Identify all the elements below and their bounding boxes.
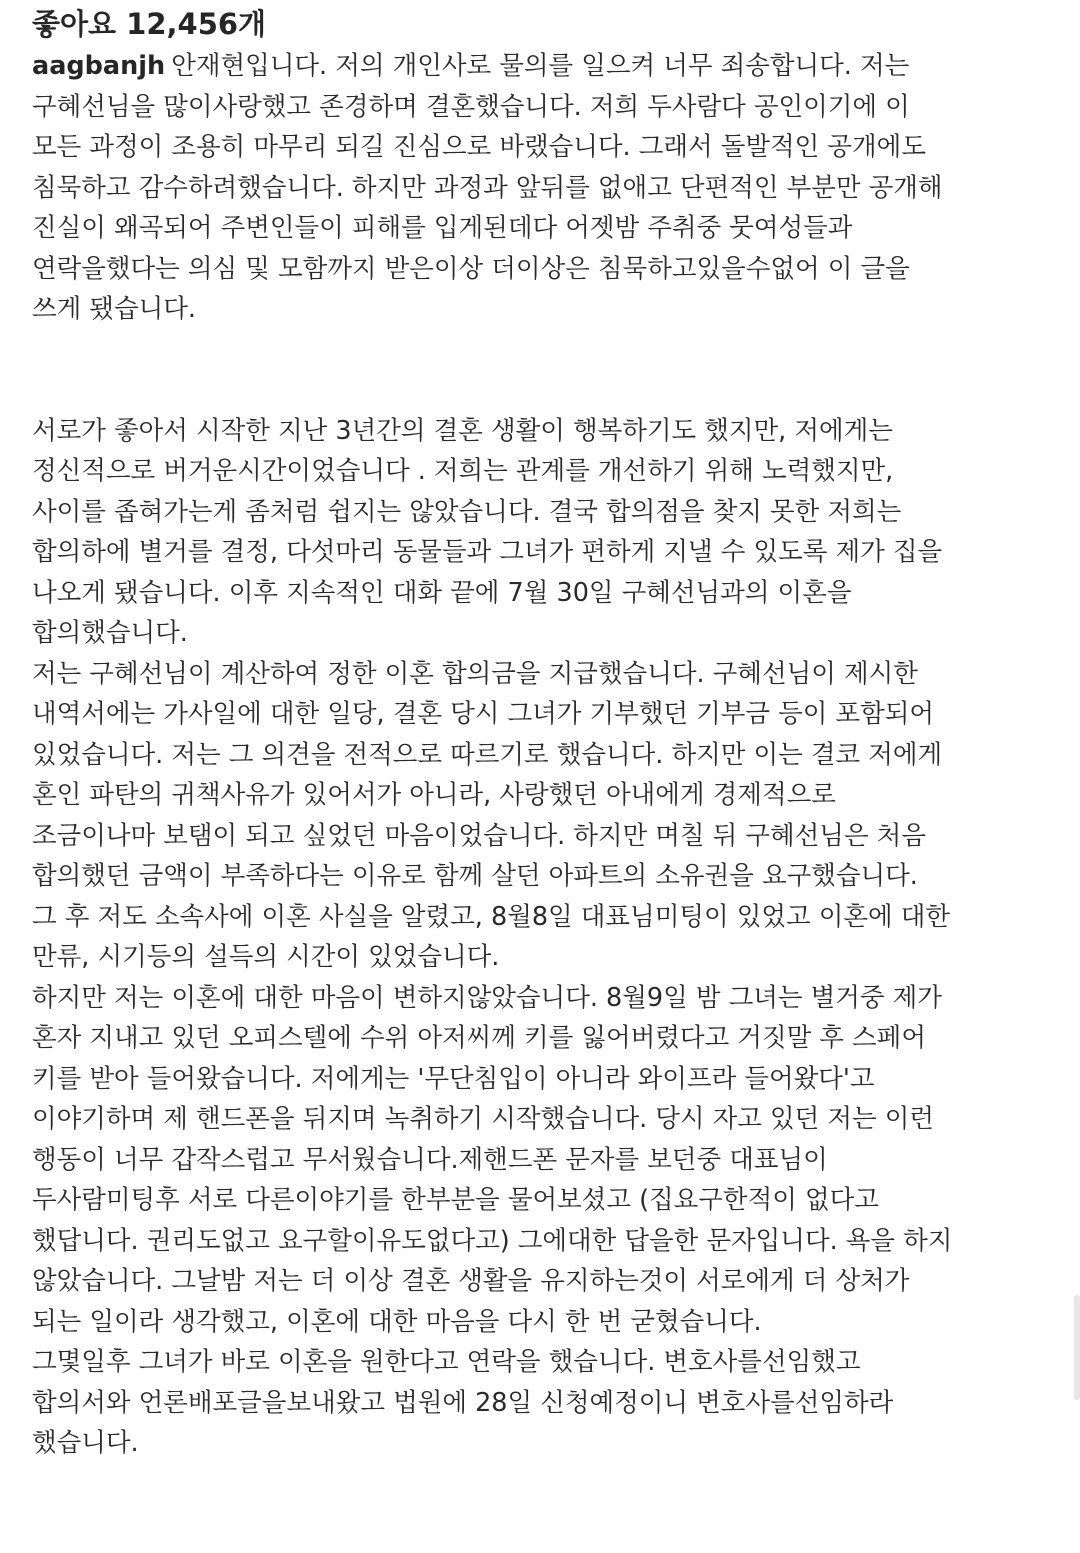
caption-line: 진실이 왜곡되어 주변인들이 피해를 입게된데다 어젯밤 주취중 뭇여성들과: [32, 213, 853, 243]
caption-line: 그 후 저도 소속사에 이혼 사실을 알렸고, 8월8일 대표님미팅이 있었고 이혼에 대한: [32, 901, 950, 932]
caption-line: 합의서와 언론배포글을보내왔고 법원에 28일 신청예정이니 변호사를선임하라: [32, 1387, 894, 1418]
caption-line: 키를 받아 들어왔습니다. 저에게는 '무단침입이 아니라 와이프라 들어왔다'고: [32, 1063, 875, 1094]
caption-line: 그몇일후 그녀가 바로 이혼을 원한다고 연락을 했습니다. 변호사를선임했고: [32, 1347, 861, 1377]
username[interactable]: aagbanjh: [32, 51, 166, 81]
paragraph-spacer: [32, 330, 1062, 411]
caption-line: 두사람미팅후 서로 다른이야기를 한부분을 물어보셨고 (집요구한적이 없다고: [32, 1185, 879, 1215]
post-caption: [32, 46, 1062, 1464]
caption-line: 혼인 파탄의 귀책사유가 있어서가 아니라, 사랑했던 아내에게 경제적으로: [32, 780, 836, 810]
caption-line: 내역서에는 가사일에 대한 일당, 결혼 당시 그녀가 기부했던 기부금 등이 포함되어: [32, 699, 935, 729]
caption-line: 했습니다.: [32, 1428, 139, 1458]
caption-line: 정신적으로 버거운시간이었습니다 . 저희는 관계를 개선하기 위해 노력했지만,: [32, 456, 894, 486]
caption-line: 쓰게 됐습니다.: [32, 294, 197, 324]
caption-line: 나오게 됐습니다. 이후 지속적인 대화 끝에 7월 30일 구혜선님과의 이혼을: [32, 577, 852, 608]
caption-line: 합의하에 별거를 결정, 다섯마리 동물들과 그녀가 편하게 지낼 수 있도록 제가 집을: [32, 537, 943, 567]
caption-line: 있었습니다. 저는 그 의견을 전적으로 따르기로 했습니다. 하지만 이는 결코 저에게: [32, 739, 943, 770]
caption-line: 연락을했다는 의심 및 모함까지 받은이상 더이상은 침묵하고있을수없어 이 글을: [32, 253, 910, 284]
caption-line: 만류, 시기등의 설득의 시간이 있었습니다.: [32, 942, 500, 972]
likes-count[interactable]: 좋아요 12,456개: [32, 7, 267, 41]
scrollbar-thumb[interactable]: [1074, 1295, 1080, 1400]
caption-line: [32, 46, 1062, 87]
caption-first-line-text: 안재현입니다. 저의 개인사로 물의를 일으켜 너무 죄송합니다. 저는: [171, 51, 910, 81]
caption-line: 행동이 너무 갑작스럽고 무서웠습니다.제핸드폰 문자를 보던중 대표님이: [32, 1144, 828, 1175]
caption-line: 조금이나마 보탬이 되고 싶었던 마음이었습니다. 하지만 며칠 뒤 구혜선님은 처음: [32, 820, 926, 851]
caption-line: 하지만 저는 이혼에 대한 마음이 변하지않았습니다. 8월9일 밤 그녀는 별거중 제가: [32, 982, 942, 1013]
caption-line: 사이를 좁혀가는게 좀처럼 쉽지는 않았습니다. 결국 합의점을 찾지 못한 저희는: [32, 496, 902, 527]
caption-line: 침묵하고 감수하려했습니다. 하지만 과정과 앞뒤를 없애고 단편적인 부분만 공개해: [32, 172, 943, 203]
caption-line: 했답니다. 권리도없고 요구할이유도없다고) 그에대한 답을한 문자입니다. 욕을 하지: [32, 1225, 953, 1256]
caption-line: 이야기하며 제 핸드폰을 뒤지며 녹취하기 시작했습니다. 당시 자고 있던 저는 이런: [32, 1104, 935, 1134]
caption-line: 않았습니다. 그날밤 저는 더 이상 결혼 생활을 유지하는것이 서로에게 더 상처가: [32, 1266, 910, 1296]
caption-line: 되는 일이라 생각했고, 이혼에 대한 마음을 다시 한 번 굳혔습니다.: [32, 1306, 762, 1337]
caption-line: 서로가 좋아서 시작한 지난 3년간의 결혼 생활이 행복하기도 했지만, 저에게는: [32, 415, 893, 446]
caption-line: 저는 구혜선님이 계산하여 정한 이혼 합의금을 지급했습니다. 구혜선님이 제시한: [32, 658, 918, 689]
caption-line: 혼자 지내고 있던 오피스텔에 수위 아저씨께 키를 잃어버렸다고 거짓말 후 스페어: [32, 1023, 926, 1053]
caption-line: 합의했습니다.: [32, 618, 188, 648]
caption-line: 합의했던 금액이 부족하다는 이유로 함께 살던 아파트의 소유권을 요구했습니다.: [32, 861, 918, 891]
caption-line: 구혜선님을 많이사랑했고 존경하며 결혼했습니다. 저희 두사람다 공인이기에 이: [32, 91, 910, 122]
caption-line: 모든 과정이 조용히 마무리 되길 진심으로 바랬습니다. 그래서 돌발적인 공개에도: [32, 132, 926, 162]
